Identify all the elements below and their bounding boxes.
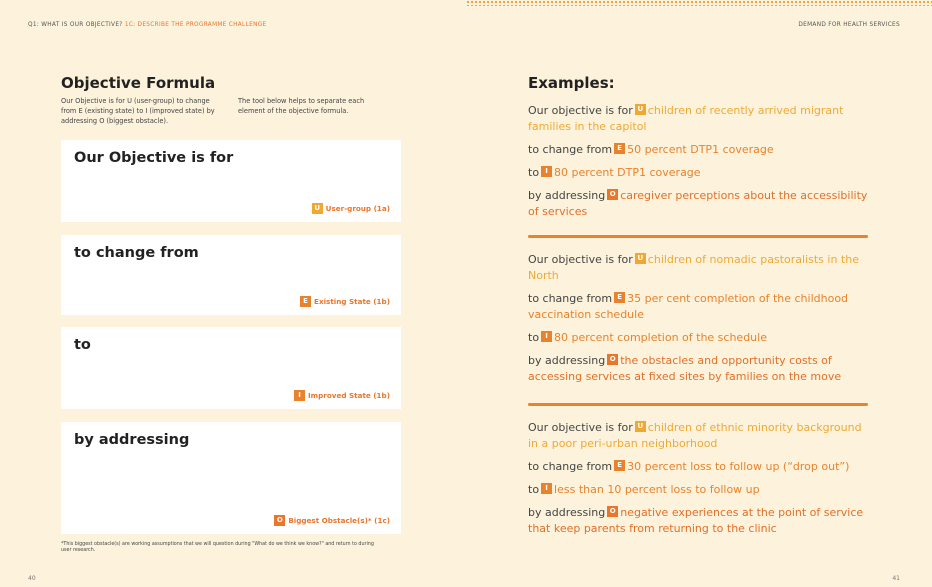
example-existing-state: to change from E 35 per cent completion of the childhood vaccination schedule	[528, 292, 849, 321]
card-tag	[312, 203, 390, 214]
existing-state-value: 35 per cent completion of the childhood vaccination schedule	[528, 292, 849, 321]
footnote: *This biggest obstacle(s) are working assumptions that we will question during "What do we think we know?" and return to during user research.	[61, 542, 374, 554]
example-obstacle: by addressing O the obstacles and opportunity costs of accessing services at fixed sites by families on the move	[528, 354, 842, 383]
user-group-card[interactable]	[61, 140, 401, 222]
card-label: to change from	[74, 245, 199, 261]
decorative-dot-border	[466, 0, 932, 6]
u-badge-icon: U	[635, 421, 646, 432]
example-user-group: Our objective is for U children of recently arrived migrant families in the capitol	[528, 104, 844, 133]
i-badge-icon: I	[294, 390, 305, 401]
u-badge-icon: U	[635, 253, 646, 264]
example-existing-state: to change from E 50 percent DTP1 coverage	[528, 143, 774, 156]
existing-state-card[interactable]	[61, 235, 401, 315]
tool-intro: The tool below helps to separate each element of the objective formula.	[238, 97, 365, 115]
example-user-group: Our objective is for U children of ethnic minority background in a poor peri-urban neighborhood	[528, 421, 862, 450]
card-tag-text: Improved State (1b)	[308, 391, 390, 400]
card-tag-text: User-group (1a)	[325, 204, 390, 213]
example-divider	[528, 235, 868, 238]
improved-state-value: 80 percent DTP1 coverage	[554, 166, 701, 179]
i-badge-icon: I	[541, 331, 552, 342]
page-number-left: 40	[28, 575, 36, 582]
example-user-group: Our objective is for U children of nomadic pastoralists in the North	[528, 253, 859, 282]
user-group-value: children of recently arrived migrant families in the capitol	[528, 104, 844, 133]
page-number-right: 41	[892, 575, 900, 582]
examples-title: Examples:	[528, 74, 615, 92]
example-improved-state: to I 80 percent DTP1 coverage	[528, 166, 701, 179]
biggest-obstacle-card[interactable]	[61, 422, 401, 534]
example-improved-state: to I less than 10 percent loss to follow up	[528, 483, 760, 496]
card-tag	[300, 296, 390, 307]
card-label: Our Objective is for	[74, 150, 234, 166]
formula-title: Objective Formula	[61, 74, 216, 92]
obstacle-value: negative experiences at the point of service that keep parents from returning to the clinic	[528, 506, 864, 535]
user-group-value: children of nomadic pastoralists in the North	[528, 253, 859, 282]
example-group-1	[528, 103, 873, 227]
u-badge-icon: U	[635, 104, 646, 115]
card-tag-text: Biggest Obstacle(s)* (1c)	[288, 516, 390, 525]
u-badge-icon: U	[312, 203, 323, 214]
obstacle-value: caregiver perceptions about the accessibility of services	[528, 189, 868, 218]
existing-state-value: 50 percent DTP1 coverage	[627, 143, 774, 156]
o-badge-icon: O	[607, 354, 618, 365]
example-group-3	[528, 420, 873, 544]
card-tag	[274, 515, 390, 526]
example-group-2	[528, 252, 873, 392]
section-title: DEMAND FOR HEALTH SERVICES	[798, 22, 900, 28]
user-group-value: children of ethnic minority background in a poor peri-urban neighborhood	[528, 421, 862, 450]
breadcrumb-question: Q1: WHAT IS OUR OBJECTIVE?	[28, 22, 123, 28]
o-badge-icon: O	[607, 506, 618, 517]
existing-state-value: 30 percent loss to follow up (“drop out”)	[627, 460, 850, 473]
card-tag	[294, 390, 390, 401]
e-badge-icon: E	[614, 460, 625, 471]
example-divider	[528, 403, 868, 406]
improved-state-value: 80 percent completion of the schedule	[554, 331, 767, 344]
card-tag-text: Existing State (1b)	[314, 297, 390, 306]
example-improved-state: to I 80 percent completion of the schedule	[528, 331, 767, 344]
improved-state-card[interactable]	[61, 327, 401, 409]
example-obstacle: by addressing O caregiver perceptions about the accessibility of services	[528, 189, 868, 218]
e-badge-icon: E	[614, 143, 625, 154]
o-badge-icon: O	[274, 515, 285, 526]
card-label: by addressing	[74, 432, 190, 448]
i-badge-icon: I	[541, 166, 552, 177]
section-breadcrumb	[28, 22, 266, 28]
example-existing-state: to change from E 30 percent loss to follow up (“drop out”)	[528, 460, 850, 473]
formula-intro: Our Objective is for U (user-group) to change from E (existing state) to I (improved state) by addressing O (biggest obstacle).	[61, 97, 215, 125]
card-label: to	[74, 337, 91, 353]
o-badge-icon: O	[607, 189, 618, 200]
example-obstacle: by addressing O negative experiences at the point of service that keep parents from returning to the clinic	[528, 506, 864, 535]
e-badge-icon: E	[614, 292, 625, 303]
obstacle-value: the obstacles and opportunity costs of accessing services at fixed sites by families on the move	[528, 354, 842, 383]
i-badge-icon: I	[541, 483, 552, 494]
breadcrumb-step: 1C: DESCRIBE THE PROGRAMME CHALLENGE	[124, 22, 267, 28]
improved-state-value: less than 10 percent loss to follow up	[554, 483, 760, 496]
e-badge-icon: E	[300, 296, 311, 307]
